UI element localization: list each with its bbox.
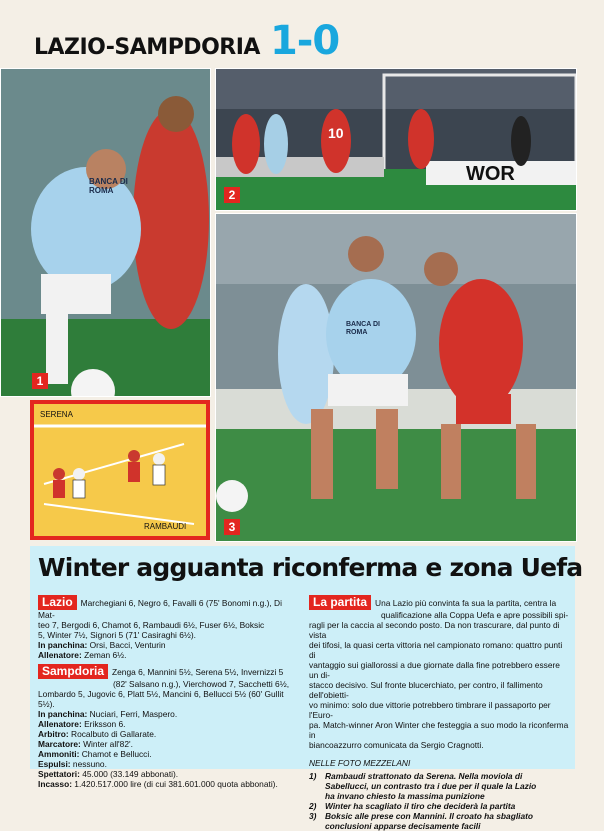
lazio-coach-label: Allenatore: xyxy=(38,650,82,660)
sentoff-label: Espulsi: xyxy=(38,759,71,769)
photo-2 xyxy=(215,68,577,211)
photo-1-number: 1 xyxy=(32,373,48,389)
lazio-line-1: Marchegiani 6, Negro 6, Favalli 6 (75' Bonomi n.g.), Di Mat- xyxy=(38,598,282,620)
scorer: Winter all'82'. xyxy=(80,739,133,749)
referee: Rocalbuto di Gallarate. xyxy=(68,729,157,739)
lineups-column xyxy=(38,595,300,789)
photo-1-image xyxy=(1,69,210,396)
gate: 1.420.517.000 lire (di cui 381.601.000 quota abbonati). xyxy=(71,779,278,789)
photo-1-shirt-text: BANCA DI ROMA xyxy=(89,177,128,195)
caption-3: 3) Boksic alle prese con Mannini. Il croato ha sbagliato conclusioni apparse decisamente facili xyxy=(309,811,534,831)
caption-2: 2) Winter ha scagliato il tiro che deciderà la partita xyxy=(309,801,516,811)
sentoff: nessuno. xyxy=(70,759,107,769)
photo-1 xyxy=(0,68,211,397)
partita-line-8: pa. Match-winner Aron Winter che festeggia a suo modo la riconferma in xyxy=(309,720,569,740)
photo-2-ad: WOR xyxy=(466,163,515,185)
booked-label: Ammoniti: xyxy=(38,749,80,759)
sampdoria-bench-label: In panchina: xyxy=(38,709,88,719)
caption-1: 1) Rambaudi strattonato da Serena. Nella moviola di Sabellucci, un contrasto tra i due per il quale la Lazio ha invano chiesto la massima punizione xyxy=(309,771,537,801)
match-report-column xyxy=(309,595,571,831)
sampdoria-block xyxy=(38,664,300,789)
photo-2-number: 2 xyxy=(224,187,240,203)
lazio-line-3: 5, Winter 7½, Signori 5 (71' Casiraghi 6½). xyxy=(38,630,197,640)
partita-label: La partita xyxy=(309,595,371,610)
spectators: 45.000 (33.149 abbonati). xyxy=(79,769,179,779)
moviola-label-top: SERENA xyxy=(40,410,73,419)
partita-line-3: ragli per la caccia al secondo posto. Da non trascurare, dal punto di vista xyxy=(309,620,560,640)
partita-line-9: biancoazzurro comunicata da Sergio Cragnotti. xyxy=(309,740,484,750)
lazio-block xyxy=(38,595,300,660)
photo-2-image xyxy=(216,69,576,210)
sampdoria-coach: Eriksson 6. xyxy=(81,719,126,729)
lazio-bench-label: In panchina: xyxy=(38,640,88,650)
match-title: LAZIO-SAMPDORIA xyxy=(34,35,260,60)
sampdoria-label: Sampdoria xyxy=(38,664,108,679)
sampdoria-line-1: Zenga 6, Mannini 5½, Serena 5½, Invernizzi 5 xyxy=(112,667,284,677)
sampdoria-coach-label: Allenatore: xyxy=(38,719,82,729)
sampdoria-bench: Nuciari, Ferri, Maspero. xyxy=(87,709,178,719)
scorer-label: Marcatore: xyxy=(38,739,81,749)
photo-3-image xyxy=(216,214,576,541)
photo-3 xyxy=(215,213,577,542)
lazio-coach: Zeman 6½. xyxy=(81,650,127,660)
moviola-drawing xyxy=(34,404,206,536)
captions xyxy=(309,758,571,831)
partita-line-1: Una Lazio più convinta fa sua la partita, centra la xyxy=(375,598,557,608)
partita-line-5: vantaggio sui giallorossi a due giornate dalla fine potrebbero essere un di- xyxy=(309,660,560,680)
match-score: 1-0 xyxy=(269,18,340,64)
lazio-line-2: teo 7, Bergodi 6, Chamot 6, Rambaudi 6½, Fuser 6½, Boksic xyxy=(38,620,265,630)
spectators-label: Spettatori: xyxy=(38,769,80,779)
moviola-label-bottom: RAMBAUDI xyxy=(144,522,187,531)
photo-3-number: 3 xyxy=(224,519,240,535)
page-header xyxy=(34,18,339,64)
partita-line-2: qualificazione alla Coppa Uefa e apre possibili spi- xyxy=(381,610,569,620)
partita-line-6: stacco decisivo. Sul fronte blucerchiato, per contro, il fallimento dell'obietti- xyxy=(309,680,543,700)
gate-label: Incasso: xyxy=(38,779,72,789)
lazio-bench: Orsi, Bacci, Venturin xyxy=(87,640,166,650)
partita-line-4: dei tifosi, la quasi certa vittoria nel campionato romano: quattro punti di xyxy=(309,640,563,660)
captions-title: NELLE FOTO MEZZELANI xyxy=(309,758,411,768)
headline: Winter agguanta riconferma e zona Uefa xyxy=(38,553,583,582)
lazio-label: Lazio xyxy=(38,595,77,610)
partita-line-7: vo minimo: solo due vittorie potrebbero timbrare il passaporto per l'Euro- xyxy=(309,700,551,720)
referee-label: Arbitro: xyxy=(38,729,69,739)
sampdoria-line-3: Lombardo 5, Jugovic 6, Platt 5½, Mancini 6, Bellucci 5½ (60' Gullit 5½). xyxy=(38,689,284,709)
booked: Chamot e Bellucci. xyxy=(79,749,152,759)
photo-2-shirt-number: 10 xyxy=(328,125,344,141)
moviola-illustration xyxy=(30,400,210,540)
photo-3-shirt-text: BANCA DI ROMA xyxy=(346,321,380,336)
sampdoria-line-2: (82' Salsano n.g.), Vierchowod 7, Sacchetti 6½, xyxy=(113,679,290,689)
